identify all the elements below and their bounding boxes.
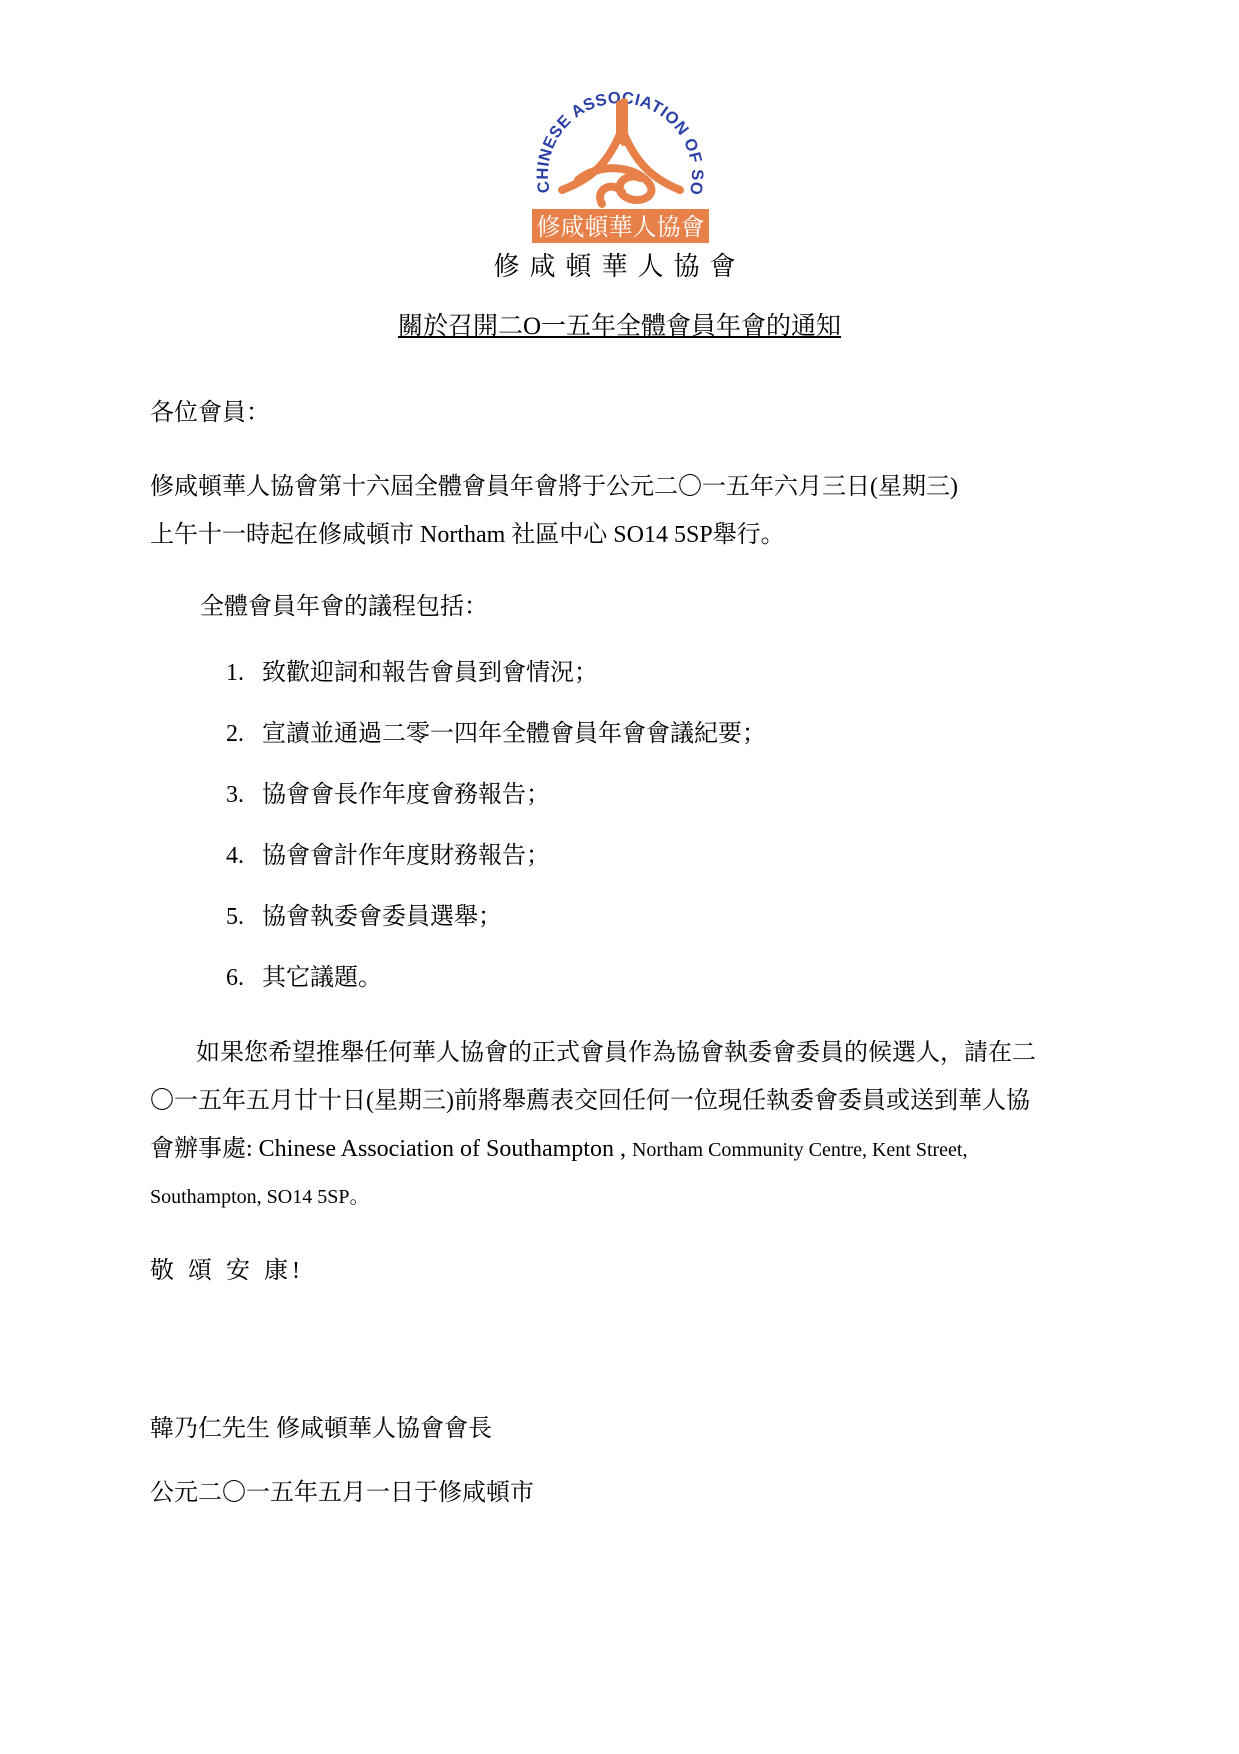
- nomination-line-3: [150, 1132, 967, 1167]
- org-name: 修咸頓華人協會: [493, 252, 746, 281]
- logo-ring-text: CHINESE ASSOCIATION OF SO: [533, 88, 707, 197]
- nomination-line-2: 〇一五年五月廿十日(星期三)前將舉薦表交回任何一位現任執委會委員或送到華人協: [150, 1088, 1030, 1114]
- office-name: 會辦事處: Chinese Association of Southampton ,: [150, 1136, 632, 1162]
- office-address: Northam Community Centre, Kent Street,: [631, 1139, 968, 1161]
- agenda-list: [226, 656, 766, 1022]
- agenda-item: 5. 協會執委會委員選舉；: [226, 904, 502, 930]
- agenda-item: 1. 致歡迎詞和報告會員到會情況；: [226, 660, 598, 686]
- agenda-intro: 全體會員年會的議程包括：: [200, 594, 488, 620]
- notice-title: 關於召開二O一五年全體會員年會的通知: [397, 313, 842, 340]
- association-logo: [528, 72, 713, 247]
- intro-line-2: 上午十一時起在修咸頓市 Northam 社區中心 SO14 5SP舉行。: [150, 522, 785, 548]
- nomination-line-1: 如果您希望推舉任何華人協會的正式會員作為協會執委會委員的候選人，請在二: [196, 1040, 1036, 1066]
- signature-date: 公元二〇一五年五月一日于修咸頓市: [150, 1480, 534, 1506]
- agenda-item: 4. 協會會計作年度財務報告；: [226, 843, 550, 869]
- nomination-line-4: Southampton, SO14 5SP。: [150, 1186, 370, 1208]
- intro-line-1: 修咸頓華人協會第十六屆全體會員年會將于公元二〇一五年六月三日(星期三): [150, 474, 958, 500]
- logo-banner-text: 修咸頓華人協會: [536, 213, 705, 241]
- signer: 韓乃仁先生 修咸頓華人協會會長: [150, 1416, 492, 1442]
- agenda-item: 2. 宣讀並通過二零一四年全體會員年會會議紀要；: [226, 721, 766, 747]
- closing: 敬 頌 安 康!: [150, 1258, 304, 1284]
- salutation: 各位會員：: [150, 400, 270, 426]
- agenda-item: 6. 其它議題。: [226, 965, 382, 991]
- agenda-item: 3. 協會會長作年度會務報告；: [226, 782, 550, 808]
